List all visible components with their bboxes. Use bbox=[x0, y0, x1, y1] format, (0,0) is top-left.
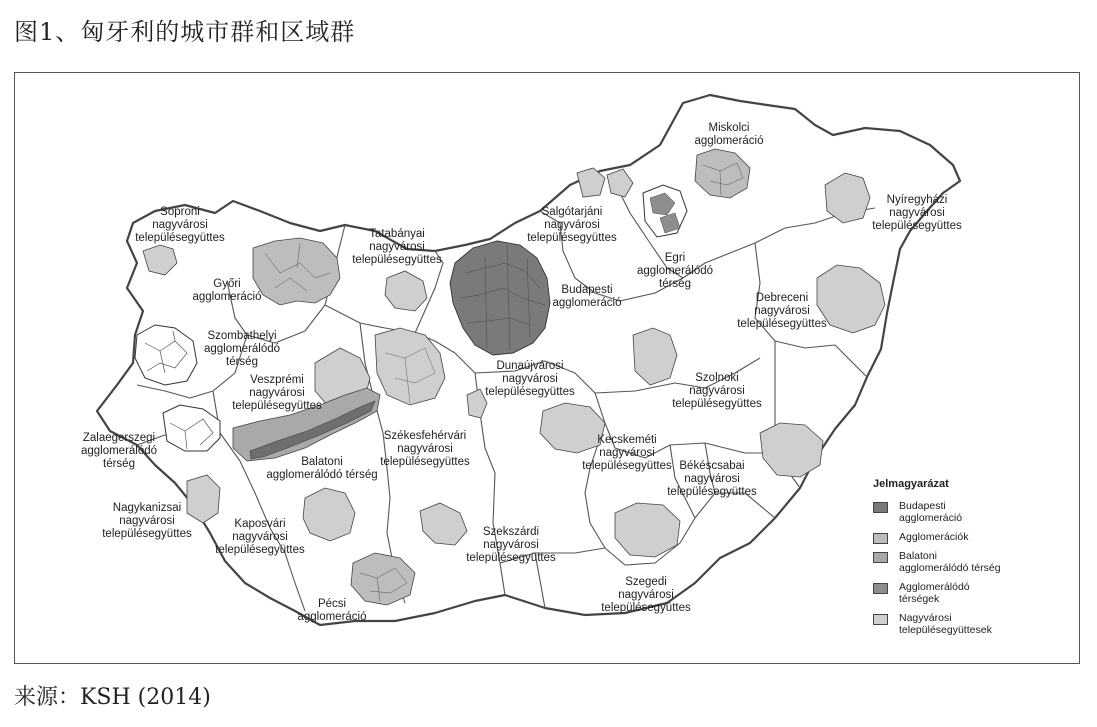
legend-label: Agglomerációk bbox=[899, 531, 969, 543]
label-kaposvar: Kaposvári nagyvárosi településegyüttes bbox=[215, 518, 305, 556]
label-debrecen: Debreceni nagyvárosi településegyüttes bbox=[737, 292, 827, 330]
map-legend bbox=[873, 478, 1063, 643]
legend-item bbox=[873, 612, 1003, 636]
label-sopron: Soproni nagyvárosi településegyüttes bbox=[135, 206, 225, 244]
legend-swatch-urban-cluster bbox=[873, 614, 888, 625]
label-pecs: Pécsi agglomeráció bbox=[297, 598, 367, 623]
legend-label: Balatoni agglomerálódó térség bbox=[899, 550, 1001, 574]
label-tatabanya: Tatabányai nagyvárosi településegyüttes bbox=[352, 228, 442, 266]
label-zalaegerszeg: Zalaegerszegi agglomerálódó térség bbox=[80, 432, 158, 470]
legend-label: Agglomerálódó térségek bbox=[899, 581, 970, 605]
label-balaton: Balatoni agglomerálódó térség bbox=[266, 456, 378, 481]
legend-label: Nagyvárosi településegyüttesek bbox=[899, 612, 992, 636]
label-szolnok: Szolnoki nagyvárosi településegyüttes bbox=[672, 372, 762, 410]
legend-swatch-budapest bbox=[873, 502, 888, 513]
label-eger: Egri agglomerálódó térség bbox=[636, 252, 714, 290]
label-miskolc: Miskolci agglomeráció bbox=[694, 122, 764, 147]
label-szombathely: Szombathelyi agglomerálódó térség bbox=[203, 330, 281, 368]
label-veszprem: Veszprémi nagyvárosi településegyüttes bbox=[232, 374, 322, 412]
figure-title: 图1、匈牙利的城市群和区域群 bbox=[14, 18, 356, 46]
legend-item bbox=[873, 581, 1003, 605]
label-gyor: Győri agglomeráció bbox=[192, 278, 262, 303]
label-nyiregyhaza: Nyíregyházi nagyvárosi településegyüttes bbox=[872, 194, 962, 232]
legend-swatch-balaton bbox=[873, 552, 888, 563]
source-note: 来源：KSH (2014) bbox=[14, 685, 211, 710]
legend-label: Budapesti agglomeráció bbox=[899, 500, 963, 524]
legend-item bbox=[873, 531, 1003, 543]
label-salgotarjan: Salgótarjáni nagyvárosi településegyüttes bbox=[527, 206, 617, 244]
label-dunaujvaros: Dunaújvárosi nagyvárosi településegyüttes bbox=[485, 360, 575, 398]
label-szeged: Szegedi nagyvárosi településegyüttes bbox=[601, 576, 691, 614]
legend-item bbox=[873, 500, 1003, 524]
legend-swatch-forming bbox=[873, 583, 888, 594]
label-szekszard: Szekszárdi nagyvárosi településegyüttes bbox=[466, 526, 556, 564]
label-nagykanizsa: Nagykanizsai nagyvárosi településegyüttes bbox=[102, 502, 192, 540]
label-szekesfehervar: Székesfehérvári nagyvárosi településegyüttes bbox=[380, 430, 470, 468]
region-gyor bbox=[253, 238, 340, 305]
label-budapest: Budapesti agglomeráció bbox=[552, 284, 622, 309]
label-kecskemet: Kecskeméti nagyvárosi településegyüttes bbox=[582, 434, 672, 472]
legend-item bbox=[873, 550, 1003, 574]
legend-title: Jelmagyarázat bbox=[873, 478, 949, 490]
legend-swatch-agglomeration bbox=[873, 533, 888, 544]
label-bekescsaba: Békéscsabai nagyvárosi településegyüttes bbox=[667, 460, 757, 498]
